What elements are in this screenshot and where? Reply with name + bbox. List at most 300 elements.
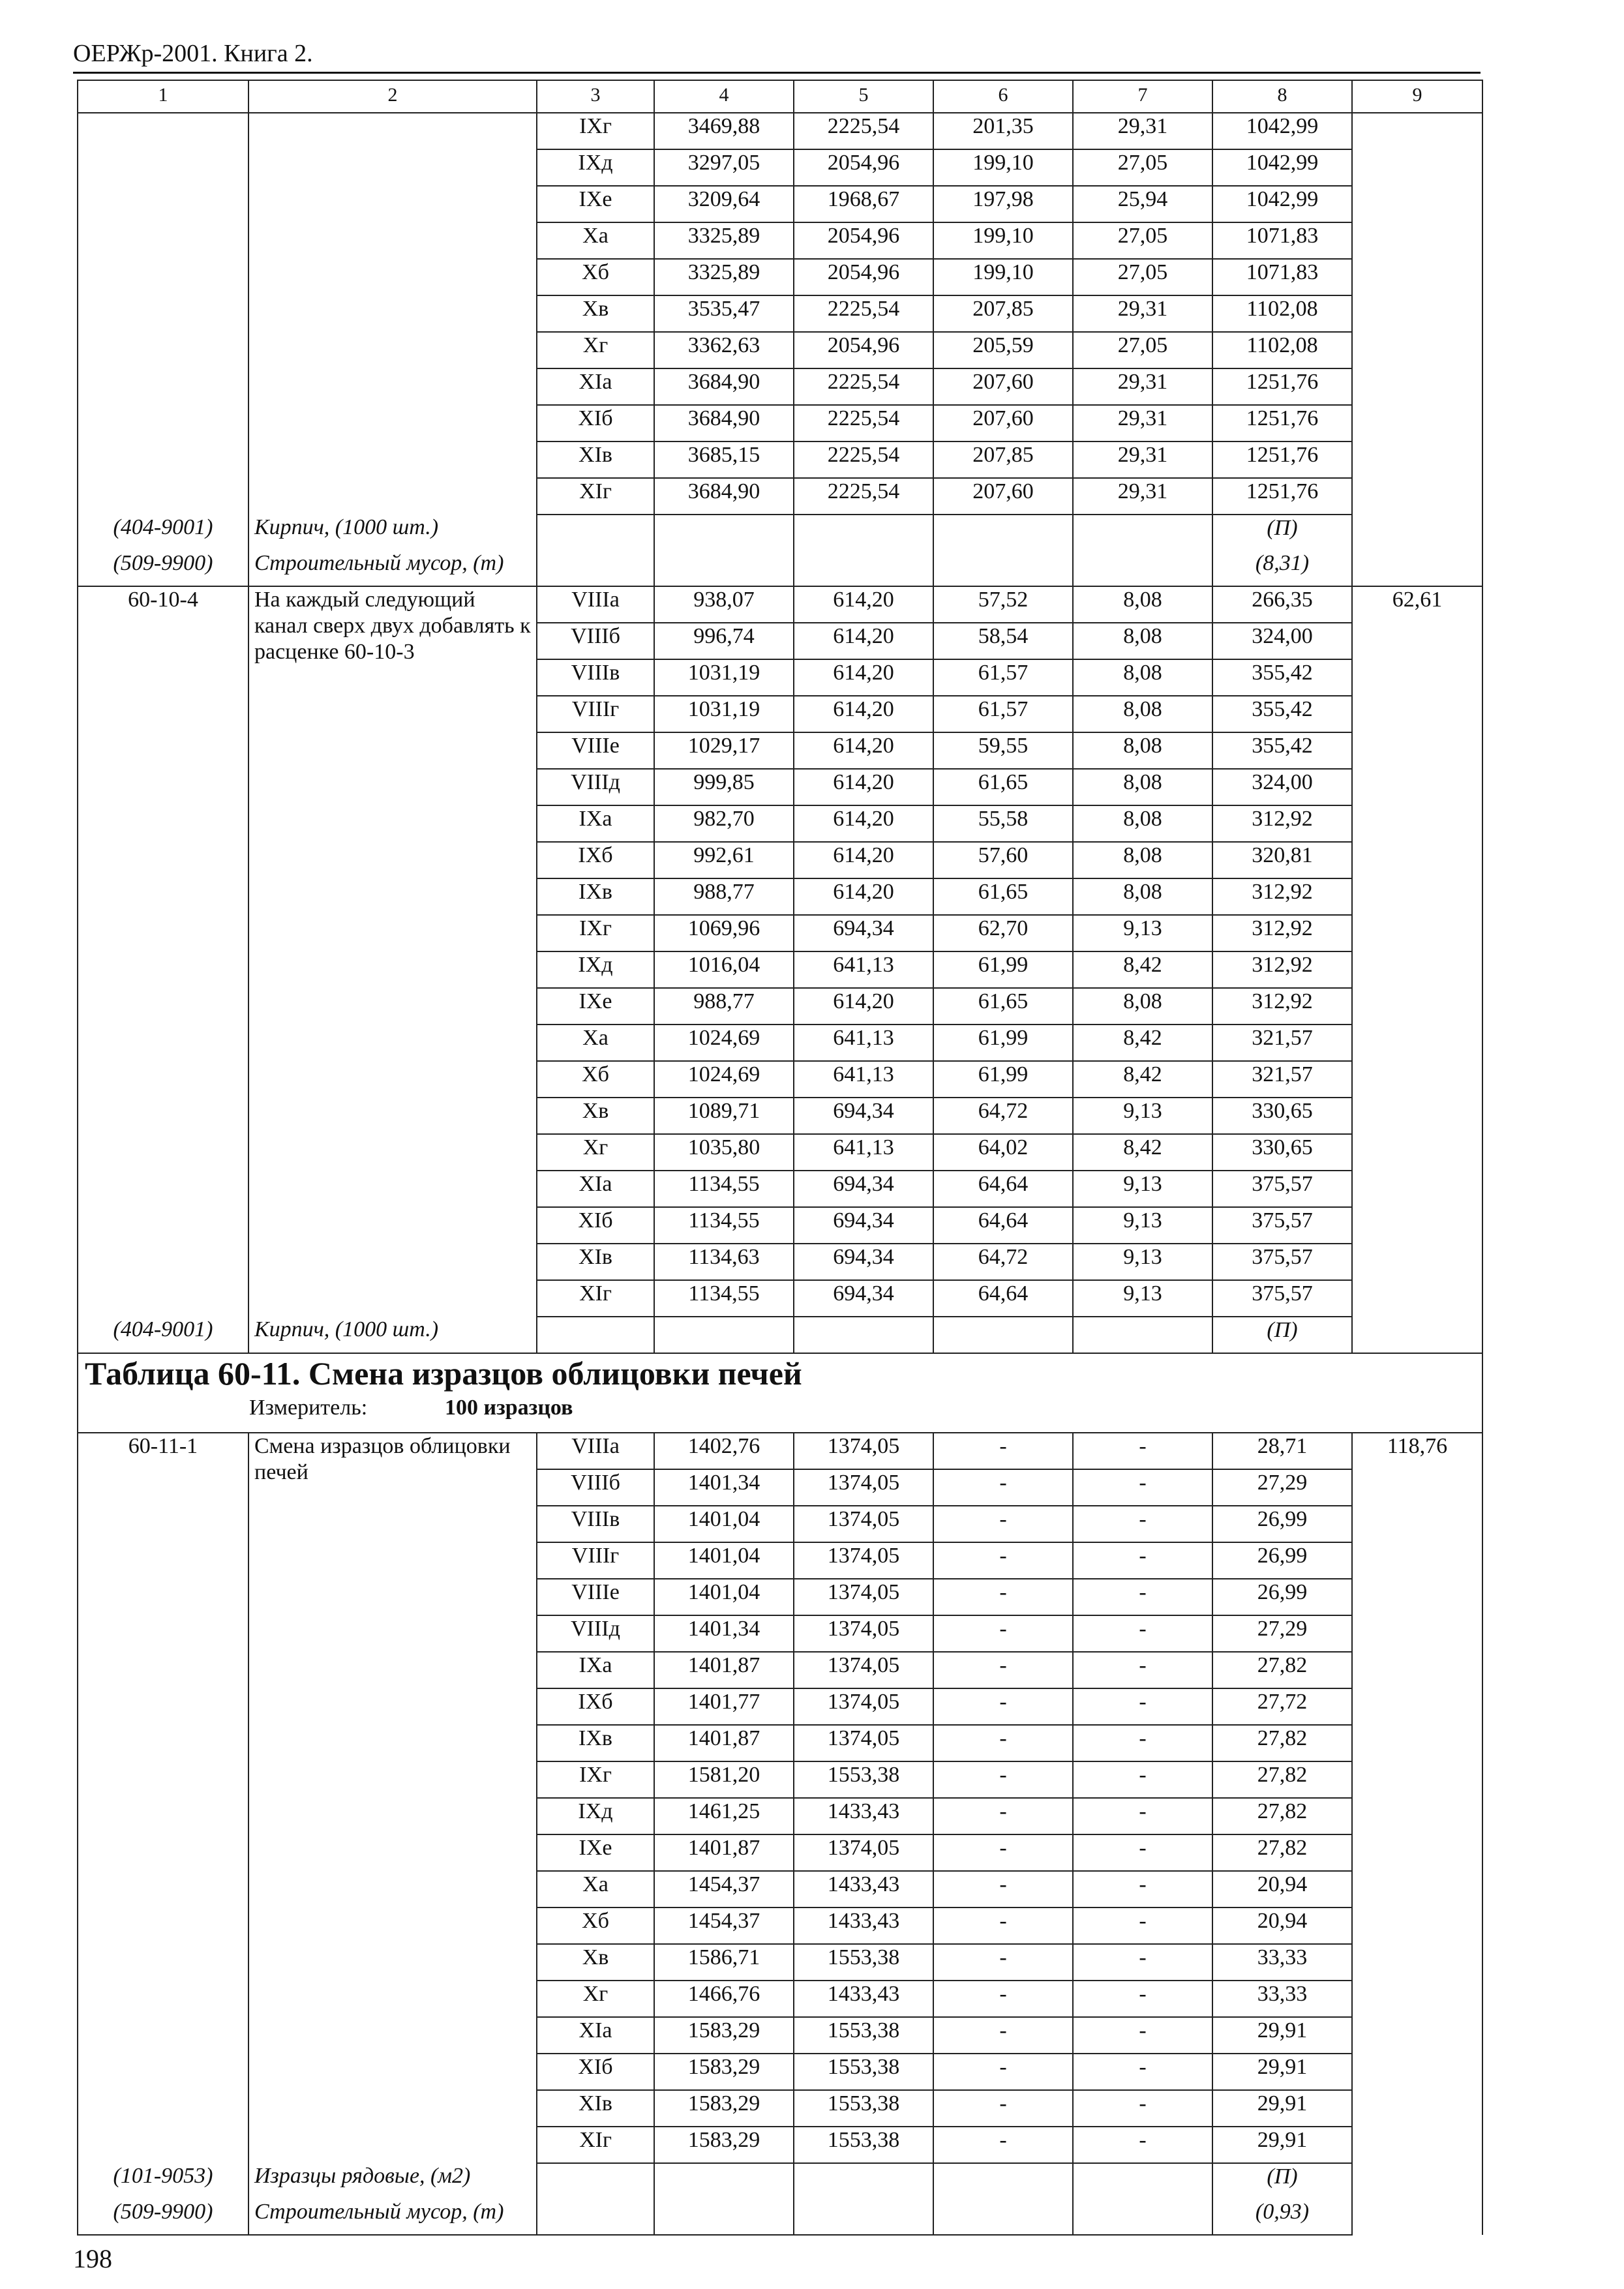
material-cost: 27,82 — [1212, 1725, 1352, 1761]
material-cost: 312,92 — [1212, 878, 1352, 915]
machinist-wage: 27,05 — [1073, 332, 1212, 368]
machinist-wage: 8,08 — [1073, 769, 1212, 805]
labor-cost: 1374,05 — [794, 1542, 933, 1579]
empty-cell — [1073, 2199, 1212, 2235]
labor-cost: 614,20 — [794, 842, 933, 878]
machine-cost: 61,99 — [933, 951, 1073, 988]
total-cost: 1035,80 — [654, 1134, 794, 1171]
zone-code: VIIIб — [537, 623, 654, 659]
empty-cell — [933, 2199, 1073, 2235]
total-cost: 3685,15 — [654, 441, 794, 478]
machinist-wage: 9,13 — [1073, 1098, 1212, 1134]
zone-code: Xг — [537, 332, 654, 368]
material-cost: 33,33 — [1212, 1981, 1352, 2017]
labor-cost: 1433,43 — [794, 1871, 933, 1908]
material-cost: 29,91 — [1212, 2090, 1352, 2127]
material-cost: 1251,76 — [1212, 405, 1352, 441]
empty-cell — [1073, 515, 1212, 550]
labor-hours: 62,61 — [1352, 586, 1482, 1353]
empty-cell — [933, 515, 1073, 550]
zone-code: VIIIа — [537, 1433, 654, 1469]
labor-cost: 1374,05 — [794, 1725, 933, 1761]
total-cost: 1461,25 — [654, 1798, 794, 1834]
total-cost: 1583,29 — [654, 2127, 794, 2163]
zone-code: XIа — [537, 2017, 654, 2054]
material-cost: 1251,76 — [1212, 441, 1352, 478]
empty-cell — [933, 2163, 1073, 2199]
labor-cost: 1433,43 — [794, 1798, 933, 1834]
total-cost: 3325,89 — [654, 222, 794, 259]
empty-cell — [933, 550, 1073, 586]
empty-cell — [537, 2199, 654, 2235]
column-number: 1 — [78, 80, 248, 113]
labor-cost: 641,13 — [794, 1061, 933, 1098]
rate-code: 60-10-4 — [78, 586, 248, 1317]
material-quantity: (П) — [1212, 1317, 1352, 1353]
machinist-wage: - — [1073, 1688, 1212, 1725]
material-cost: 27,82 — [1212, 1798, 1352, 1834]
labor-cost: 1374,05 — [794, 1615, 933, 1652]
material-cost: 1042,99 — [1212, 149, 1352, 186]
material-code: (404-9001) — [78, 515, 248, 550]
labor-cost: 694,34 — [794, 1244, 933, 1280]
empty-cell — [794, 2163, 933, 2199]
empty-cell — [654, 515, 794, 550]
total-cost: 1401,04 — [654, 1542, 794, 1579]
machine-cost: 197,98 — [933, 186, 1073, 222]
material-cost: 1071,83 — [1212, 259, 1352, 295]
zone-code: Xб — [537, 1061, 654, 1098]
machine-cost: - — [933, 2090, 1073, 2127]
machinist-wage: 8,42 — [1073, 1025, 1212, 1061]
material-cost: 355,42 — [1212, 696, 1352, 732]
zone-code: XIб — [537, 2054, 654, 2090]
material-cost: 375,57 — [1212, 1280, 1352, 1317]
material-cost: 29,91 — [1212, 2017, 1352, 2054]
total-cost: 1031,19 — [654, 659, 794, 696]
machinist-wage: 9,13 — [1073, 1280, 1212, 1317]
machinist-wage: 29,31 — [1073, 441, 1212, 478]
machine-cost: 57,60 — [933, 842, 1073, 878]
labor-cost: 1374,05 — [794, 1469, 933, 1506]
machine-cost: 64,64 — [933, 1171, 1073, 1207]
labor-cost: 614,20 — [794, 696, 933, 732]
zone-code: VIIIе — [537, 732, 654, 769]
material-code: (509-9900) — [78, 550, 248, 586]
zone-code: IXв — [537, 1725, 654, 1761]
machinist-wage: 27,05 — [1073, 259, 1212, 295]
zone-code: VIIIе — [537, 1579, 654, 1615]
column-number: 6 — [933, 80, 1073, 113]
material-cost: 312,92 — [1212, 951, 1352, 988]
zone-code: IXг — [537, 915, 654, 951]
machine-cost: - — [933, 1944, 1073, 1981]
machine-cost: 64,02 — [933, 1134, 1073, 1171]
empty-cell — [1073, 2163, 1212, 2199]
total-cost: 1581,20 — [654, 1761, 794, 1798]
material-cost: 27,82 — [1212, 1761, 1352, 1798]
material-name: Строительный мусор, (т) — [248, 2199, 537, 2235]
labor-cost: 1374,05 — [794, 1579, 933, 1615]
material-row — [78, 1317, 1482, 1353]
machine-cost: - — [933, 1761, 1073, 1798]
zone-code: IXг — [537, 113, 654, 149]
column-number: 8 — [1212, 80, 1352, 113]
labor-cost: 1374,05 — [794, 1433, 933, 1469]
machine-cost: - — [933, 1469, 1073, 1506]
machinist-wage: - — [1073, 1798, 1212, 1834]
measure-unit: 100 изразцов — [445, 1396, 573, 1420]
labor-cost: 1553,38 — [794, 2127, 933, 2163]
empty-cell — [654, 1317, 794, 1353]
total-cost: 1402,76 — [654, 1433, 794, 1469]
machinist-wage: 9,13 — [1073, 915, 1212, 951]
material-cost: 26,99 — [1212, 1506, 1352, 1542]
empty-cell — [794, 550, 933, 586]
material-cost: 324,00 — [1212, 623, 1352, 659]
total-cost: 1016,04 — [654, 951, 794, 988]
zone-code: XIг — [537, 478, 654, 515]
rate-code-empty — [78, 113, 248, 515]
material-cost: 320,81 — [1212, 842, 1352, 878]
machinist-wage: 25,94 — [1073, 186, 1212, 222]
total-cost: 1454,37 — [654, 1871, 794, 1908]
zone-code: IXд — [537, 1798, 654, 1834]
material-cost: 312,92 — [1212, 915, 1352, 951]
machinist-wage: - — [1073, 2017, 1212, 2054]
empty-cell — [654, 2199, 794, 2235]
zone-code: XIа — [537, 368, 654, 405]
table-body — [78, 80, 1482, 2235]
table-row — [78, 113, 1482, 149]
machine-cost: 199,10 — [933, 259, 1073, 295]
labor-cost: 1553,38 — [794, 1944, 933, 1981]
material-code: (509-9900) — [78, 2199, 248, 2235]
material-cost: 1042,99 — [1212, 113, 1352, 149]
machine-cost: 57,52 — [933, 586, 1073, 623]
machinist-wage: 9,13 — [1073, 1207, 1212, 1244]
zone-code: Xв — [537, 1098, 654, 1134]
total-cost: 1134,55 — [654, 1171, 794, 1207]
material-cost: 20,94 — [1212, 1871, 1352, 1908]
total-cost: 988,77 — [654, 878, 794, 915]
material-cost: 27,29 — [1212, 1469, 1352, 1506]
machinist-wage: - — [1073, 1981, 1212, 2017]
machine-cost: 61,99 — [933, 1025, 1073, 1061]
total-cost: 3469,88 — [654, 113, 794, 149]
machinist-wage: 29,31 — [1073, 478, 1212, 515]
machine-cost: - — [933, 1652, 1073, 1688]
machine-cost: 64,72 — [933, 1098, 1073, 1134]
empty-cell — [537, 550, 654, 586]
machinist-wage: - — [1073, 1542, 1212, 1579]
machinist-wage: 27,05 — [1073, 222, 1212, 259]
labor-cost: 614,20 — [794, 805, 933, 842]
zone-code: IXд — [537, 149, 654, 186]
material-cost: 355,42 — [1212, 659, 1352, 696]
machine-cost: 64,64 — [933, 1207, 1073, 1244]
machinist-wage: - — [1073, 1944, 1212, 1981]
machinist-wage: - — [1073, 1433, 1212, 1469]
machinist-wage: - — [1073, 1725, 1212, 1761]
material-cost: 27,82 — [1212, 1652, 1352, 1688]
zone-code: VIIIа — [537, 586, 654, 623]
machinist-wage: - — [1073, 2090, 1212, 2127]
machine-cost: - — [933, 1433, 1073, 1469]
empty-cell — [794, 515, 933, 550]
zone-code: XIб — [537, 1207, 654, 1244]
labor-cost: 1553,38 — [794, 1761, 933, 1798]
empty-cell — [933, 1317, 1073, 1353]
total-cost: 938,07 — [654, 586, 794, 623]
material-cost: 33,33 — [1212, 1944, 1352, 1981]
total-cost: 3684,90 — [654, 368, 794, 405]
header-divider — [73, 72, 1481, 74]
machinist-wage: 8,08 — [1073, 586, 1212, 623]
zone-code: VIIIв — [537, 1506, 654, 1542]
machinist-wage: 27,05 — [1073, 149, 1212, 186]
total-cost: 1401,34 — [654, 1469, 794, 1506]
machine-cost: - — [933, 1506, 1073, 1542]
machine-cost: 207,60 — [933, 405, 1073, 441]
total-cost: 988,77 — [654, 988, 794, 1025]
zone-code: Xг — [537, 1134, 654, 1171]
machine-cost: - — [933, 1871, 1073, 1908]
table-title: Таблица 60-11. Смена изразцов облицовки печей — [85, 1355, 802, 1392]
material-cost: 324,00 — [1212, 769, 1352, 805]
machinist-wage: 8,08 — [1073, 842, 1212, 878]
total-cost: 3535,47 — [654, 295, 794, 332]
machine-cost: - — [933, 2127, 1073, 2163]
material-code: (101-9053) — [78, 2163, 248, 2199]
machinist-wage: - — [1073, 1908, 1212, 1944]
labor-cost: 1433,43 — [794, 1981, 933, 2017]
zone-code: Xа — [537, 222, 654, 259]
zone-code: IXд — [537, 951, 654, 988]
total-cost: 996,74 — [654, 623, 794, 659]
zone-code: IXб — [537, 1688, 654, 1725]
zone-code: IXв — [537, 878, 654, 915]
labor-cost: 2054,96 — [794, 259, 933, 295]
machine-cost: - — [933, 1579, 1073, 1615]
total-cost: 1583,29 — [654, 2054, 794, 2090]
column-number: 3 — [537, 80, 654, 113]
labor-cost: 641,13 — [794, 1025, 933, 1061]
empty-cell — [794, 2199, 933, 2235]
machine-cost: 58,54 — [933, 623, 1073, 659]
machine-cost: - — [933, 1908, 1073, 1944]
labor-cost: 614,20 — [794, 586, 933, 623]
machinist-wage: 8,08 — [1073, 878, 1212, 915]
document-header: ОЕРЖр-2001. Книга 2. — [73, 40, 313, 67]
labor-cost: 2225,54 — [794, 295, 933, 332]
material-cost: 1042,99 — [1212, 186, 1352, 222]
measure-line — [78, 1393, 1482, 1426]
zone-code: XIб — [537, 405, 654, 441]
machine-cost: 64,64 — [933, 1280, 1073, 1317]
zone-code: IXе — [537, 186, 654, 222]
machine-cost: - — [933, 1981, 1073, 2017]
machinist-wage: 29,31 — [1073, 113, 1212, 149]
material-cost: 26,99 — [1212, 1542, 1352, 1579]
labor-cost: 2225,54 — [794, 405, 933, 441]
rate-code: 60-11-1 — [78, 1433, 248, 2163]
labor-cost: 2054,96 — [794, 149, 933, 186]
machinist-wage: 29,31 — [1073, 368, 1212, 405]
machinist-wage: 8,08 — [1073, 659, 1212, 696]
machinist-wage: - — [1073, 1615, 1212, 1652]
machinist-wage: 8,08 — [1073, 805, 1212, 842]
material-cost: 312,92 — [1212, 988, 1352, 1025]
table-row — [78, 586, 1482, 623]
labor-cost: 614,20 — [794, 769, 933, 805]
machine-cost: 201,35 — [933, 113, 1073, 149]
material-cost: 1251,76 — [1212, 478, 1352, 515]
machinist-wage: - — [1073, 1761, 1212, 1798]
total-cost: 1024,69 — [654, 1061, 794, 1098]
zone-code: IXе — [537, 1834, 654, 1871]
page-number: 198 — [73, 2244, 112, 2273]
machine-cost: 199,10 — [933, 149, 1073, 186]
total-cost: 1069,96 — [654, 915, 794, 951]
empty-cell — [537, 1317, 654, 1353]
total-cost: 1401,87 — [654, 1725, 794, 1761]
work-description: Смена изразцов облицовки печей — [248, 1433, 537, 2163]
machine-cost: 61,99 — [933, 1061, 1073, 1098]
empty-cell — [537, 2163, 654, 2199]
labor-cost: 641,13 — [794, 1134, 933, 1171]
material-code: (404-9001) — [78, 1317, 248, 1353]
machine-cost: - — [933, 2054, 1073, 2090]
empty-cell — [1073, 550, 1212, 586]
labor-cost: 1374,05 — [794, 1688, 933, 1725]
work-description-empty — [248, 113, 537, 515]
empty-cell — [794, 1317, 933, 1353]
machine-cost: - — [933, 1798, 1073, 1834]
column-number: 9 — [1352, 80, 1482, 113]
total-cost: 992,61 — [654, 842, 794, 878]
material-cost: 27,82 — [1212, 1834, 1352, 1871]
total-cost: 3325,89 — [654, 259, 794, 295]
material-cost: 330,65 — [1212, 1098, 1352, 1134]
zone-code: Xг — [537, 1981, 654, 2017]
material-row — [78, 2199, 1482, 2235]
labor-cost: 1553,38 — [794, 2054, 933, 2090]
material-name: Строительный мусор, (т) — [248, 550, 537, 586]
material-row — [78, 2163, 1482, 2199]
labor-cost: 1374,05 — [794, 1506, 933, 1542]
material-cost: 26,99 — [1212, 1579, 1352, 1615]
machine-cost: 199,10 — [933, 222, 1073, 259]
machinist-wage: 8,08 — [1073, 988, 1212, 1025]
material-cost: 20,94 — [1212, 1908, 1352, 1944]
zone-code: Xб — [537, 259, 654, 295]
labor-cost: 694,34 — [794, 1098, 933, 1134]
material-cost: 375,57 — [1212, 1244, 1352, 1280]
zone-code: VIIIг — [537, 696, 654, 732]
labor-hours — [1352, 113, 1482, 586]
machinist-wage: - — [1073, 1469, 1212, 1506]
total-cost: 3684,90 — [654, 405, 794, 441]
total-cost: 1466,76 — [654, 1981, 794, 2017]
machinist-wage: - — [1073, 2127, 1212, 2163]
material-cost: 29,91 — [1212, 2054, 1352, 2090]
machine-cost: - — [933, 1542, 1073, 1579]
machine-cost: 207,85 — [933, 295, 1073, 332]
machine-cost: 207,60 — [933, 478, 1073, 515]
column-number: 7 — [1073, 80, 1212, 113]
zone-code: Xа — [537, 1025, 654, 1061]
machinist-wage: - — [1073, 1579, 1212, 1615]
labor-cost: 1553,38 — [794, 2017, 933, 2054]
zone-code: VIIIг — [537, 1542, 654, 1579]
labor-cost: 2054,96 — [794, 332, 933, 368]
machine-cost: 61,65 — [933, 988, 1073, 1025]
total-cost: 1134,55 — [654, 1280, 794, 1317]
machinist-wage: - — [1073, 1506, 1212, 1542]
labor-cost: 694,34 — [794, 1207, 933, 1244]
total-cost: 3209,64 — [654, 186, 794, 222]
material-name: Изразцы рядовые, (м2) — [248, 2163, 537, 2199]
measure-label: Измеритель: — [249, 1396, 368, 1420]
total-cost: 1024,69 — [654, 1025, 794, 1061]
machine-cost: - — [933, 1615, 1073, 1652]
total-cost: 1401,34 — [654, 1615, 794, 1652]
machinist-wage: 8,42 — [1073, 1061, 1212, 1098]
total-cost: 982,70 — [654, 805, 794, 842]
material-cost: 27,29 — [1212, 1615, 1352, 1652]
labor-cost: 614,20 — [794, 988, 933, 1025]
material-quantity: (П) — [1212, 2163, 1352, 2199]
material-cost: 27,72 — [1212, 1688, 1352, 1725]
labor-cost: 1374,05 — [794, 1652, 933, 1688]
machinist-wage: - — [1073, 2054, 1212, 2090]
machinist-wage: 8,42 — [1073, 1134, 1212, 1171]
material-row — [78, 515, 1482, 550]
material-cost: 321,57 — [1212, 1025, 1352, 1061]
machinist-wage: 8,42 — [1073, 951, 1212, 988]
material-cost: 1251,76 — [1212, 368, 1352, 405]
total-cost: 1134,63 — [654, 1244, 794, 1280]
zone-code: XIв — [537, 2090, 654, 2127]
material-cost: 321,57 — [1212, 1061, 1352, 1098]
zone-code: VIIIд — [537, 1615, 654, 1652]
labor-cost: 1374,05 — [794, 1834, 933, 1871]
total-cost: 3362,63 — [654, 332, 794, 368]
total-cost: 1029,17 — [654, 732, 794, 769]
labor-cost: 2225,54 — [794, 441, 933, 478]
labor-cost: 2225,54 — [794, 478, 933, 515]
machinist-wage: 29,31 — [1073, 405, 1212, 441]
machine-cost: 61,65 — [933, 769, 1073, 805]
zone-code: Xв — [537, 1944, 654, 1981]
labor-cost: 614,20 — [794, 659, 933, 696]
zone-code: XIг — [537, 1280, 654, 1317]
labor-cost: 694,34 — [794, 915, 933, 951]
labor-cost: 1553,38 — [794, 2090, 933, 2127]
machinist-wage: 8,08 — [1073, 696, 1212, 732]
empty-cell — [537, 515, 654, 550]
machinist-wage: 9,13 — [1073, 1171, 1212, 1207]
zone-code: Xб — [537, 1908, 654, 1944]
machine-cost: 61,57 — [933, 659, 1073, 696]
machine-cost: 64,72 — [933, 1244, 1073, 1280]
machine-cost: 61,65 — [933, 878, 1073, 915]
machine-cost: 61,57 — [933, 696, 1073, 732]
labor-cost: 614,20 — [794, 732, 933, 769]
zone-code: XIа — [537, 1171, 654, 1207]
column-number-row — [78, 80, 1482, 113]
